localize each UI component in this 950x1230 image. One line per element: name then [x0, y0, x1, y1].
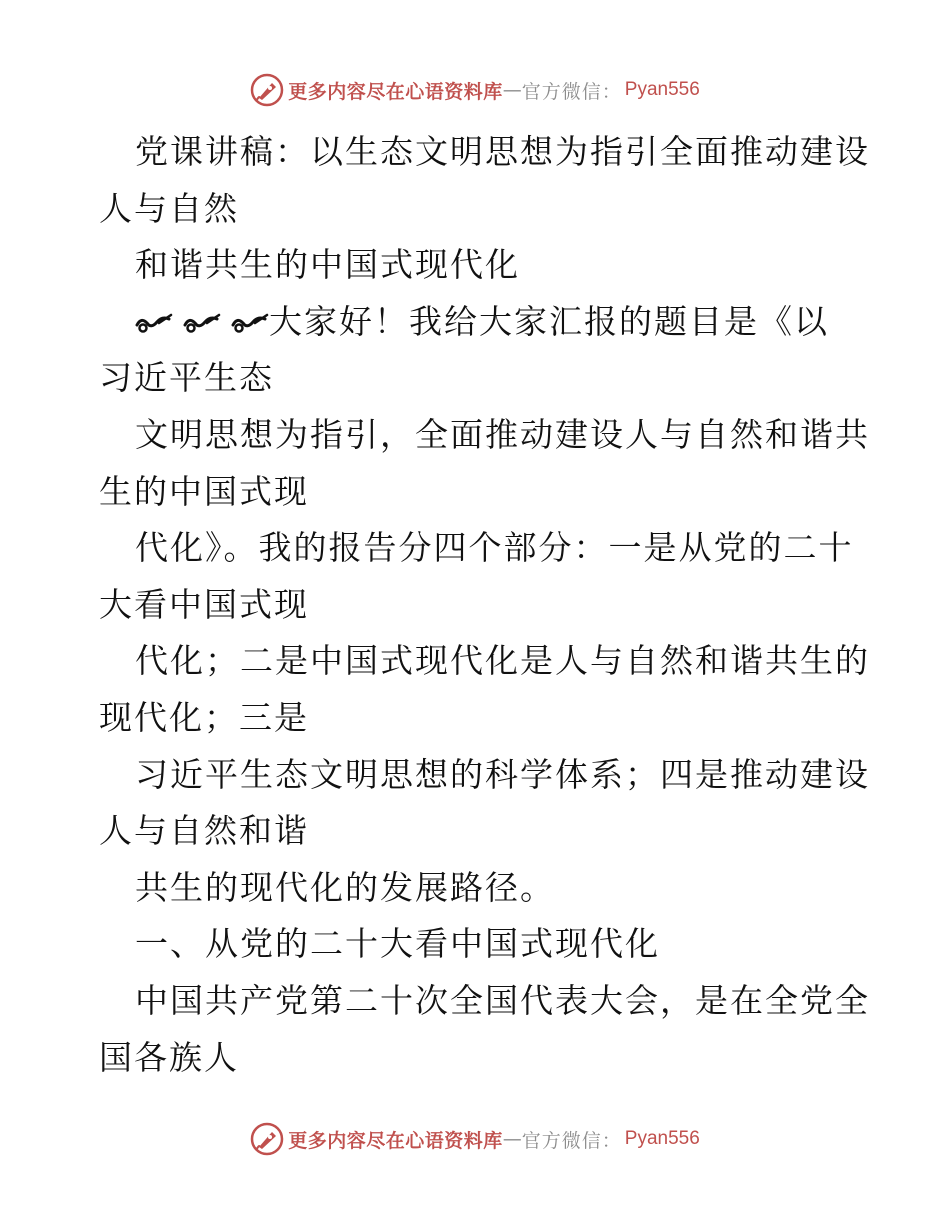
promo-text: 更多内容尽在心语资料库	[288, 1129, 503, 1152]
body-line	[99, 1030, 859, 1087]
text-line: 习近平生态	[99, 358, 274, 398]
body-line	[99, 350, 859, 407]
banner-colon: ：	[601, 80, 621, 103]
scroll-flourish-icon	[183, 313, 221, 335]
banner-colon: ：	[601, 1129, 621, 1152]
body-line	[99, 973, 870, 1030]
promo-text: 更多内容尽在心语资料库	[288, 80, 503, 103]
wechat-account: Pyan556	[624, 1128, 700, 1149]
body-line	[99, 520, 859, 577]
text-line: 代化》。我的报告分四个部分：一是从党的二十	[135, 528, 854, 568]
body-line	[99, 577, 859, 634]
text-line: 代化；二是中国式现代化是人与自然和谐共生的	[135, 641, 870, 681]
text-line: 和谐共生的中国式现代化	[135, 245, 520, 285]
pen-nib-logo-icon	[250, 1122, 284, 1156]
body-line	[99, 747, 870, 804]
pen-nib-logo-icon	[250, 73, 284, 107]
body-line	[99, 633, 870, 690]
text-line: 国各族人	[99, 1037, 239, 1077]
banner-separator: —	[502, 79, 522, 101]
text-line: 大家好！我给大家汇报的题目是《以	[269, 301, 829, 341]
text-line: 生的中国式现	[99, 471, 309, 511]
text-line: 共生的现代化的发展路径。	[135, 867, 555, 907]
wechat-account: Pyan556	[624, 79, 700, 100]
title-line-2	[99, 181, 859, 238]
wechat-label: 官方微信	[521, 80, 602, 103]
body-line	[99, 803, 859, 860]
body-line	[99, 464, 859, 521]
text-line: 一、从党的二十大看中国式现代化	[135, 924, 660, 964]
text-line: 党课讲稿：以生态文明思想为指引全面推动建设	[135, 132, 870, 171]
text-line: 人与自然和谐	[99, 811, 309, 851]
text-line: 现代化；三是	[99, 697, 309, 737]
title-line-3	[99, 237, 859, 294]
scroll-flourish-icon	[231, 313, 269, 335]
text-line: 大看中国式现	[99, 584, 309, 624]
text-line: 文明思想为指引，全面推动建设人与自然和谐共	[135, 414, 870, 454]
footer-watermark	[0, 1119, 950, 1159]
banner-separator: —	[502, 1128, 522, 1150]
body-line	[99, 690, 859, 747]
text-line: 习近平生态文明思想的科学体系；四是推动建设	[135, 754, 870, 794]
text-line: 中国共产党第二十次全国代表大会，是在全党全	[135, 980, 870, 1020]
document-body	[99, 124, 870, 1086]
wechat-label: 官方微信	[521, 1129, 602, 1152]
body-line	[99, 407, 870, 464]
header-watermark	[0, 70, 950, 110]
text-line: 人与自然	[99, 188, 239, 228]
body-line	[99, 860, 859, 917]
title-line-1	[99, 124, 870, 181]
section-heading	[99, 916, 859, 973]
scroll-flourish-icon	[135, 313, 173, 335]
greeting-line	[99, 294, 859, 351]
